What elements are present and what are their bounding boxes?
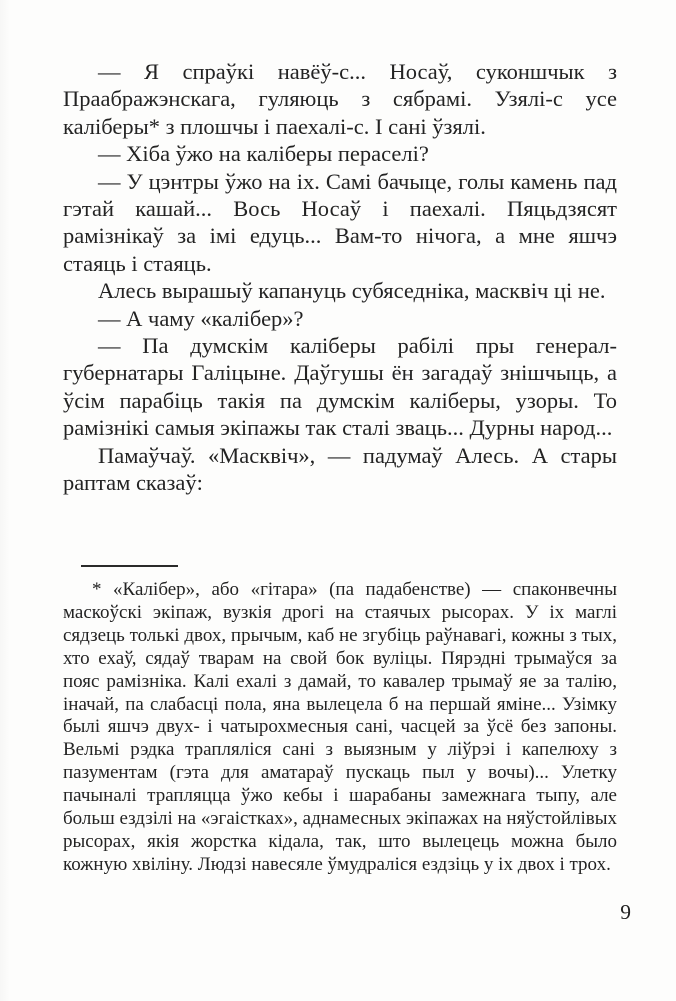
paragraph: Алесь вырашыў капануць субяседніка, масквіч ці не. [98,278,606,304]
paragraph: — У цэнтры ўжо на іх. Самі бачыце, голы камень пад гэтай кашай... Вось Носаў і паехалі. Пяцьдзясят рамізнікаў за імі едуць... Вам-то нічога, а мне яшчэ стаяць і стаяць. [63,168,617,276]
footnote-block [63,579,617,877]
paragraph: — Хіба ўжо на каліберы пераселі? [98,141,429,167]
paragraph: — Я спраўкі навёў-с... Носаў, суконшчык з Праабражэнскага, гуляюць з сябрамі. Узялі-с усе каліберы* з плошчы і паехалі-с. І сані ўзялі. [63,59,617,139]
paragraph: Памаўчаў. «Масквіч», — падумаў Алесь. А стары раптам сказаў: [63,442,617,496]
footnote-separator [81,565,178,567]
footnote-text: * «Калібер», або «гітара» (па падабенстве) — спаконвечны маскоўскі экіпаж, вузкія дрогі на стаячых рысорах. У іх маглі сядзець толькі двох, прычым, каб не згубіць раўнавагі, кожны з тых, хто ехаў, сядаў тварам на свой бок вуліцы. Пярэдні трымаўся за пояс рамізніка. Калі ехалі з дамай, то кавалер трымаў яе за талію, іначай, па слабасці пола, яна вылецела б на першай яміне... Узімку былі яшчэ двух- і чатырохмесныя сані, часцей за ўсё без запоны. Вельмі рэдка трапляліся сані з выязным у ліўрэі і капелюху з пазументам (гэта для аматараў пускаць пыл у вочы)... Улетку пачыналі трапляцца ўжо кебы і шарабаны замежнага тыпу, але больш ездзілі на «эгаістках», аднамесных экіпажах на няўстойлівых рысорах, якія жорстка кідала, так, што вылецець можна было кожную хвіліну. Людзі навесяле ўмудраліся ездзіць у іх двох і трох. [63,579,617,875]
paragraph: — А чаму «калібер»? [98,305,304,331]
paragraph: — Па думскім каліберы рабілі пры генерал-губернатары Галіцыне. Даўгушы ён загадаў знішчыць, а ўсім парабіць такія па думскім каліберы, узоры. То рамізнікі самыя экіпажы так сталі зваць... Дурны народ... [63,333,617,441]
scan-edge-shading [0,0,10,1001]
body-text-block [63,58,617,497]
page-number: 9 [620,900,631,924]
